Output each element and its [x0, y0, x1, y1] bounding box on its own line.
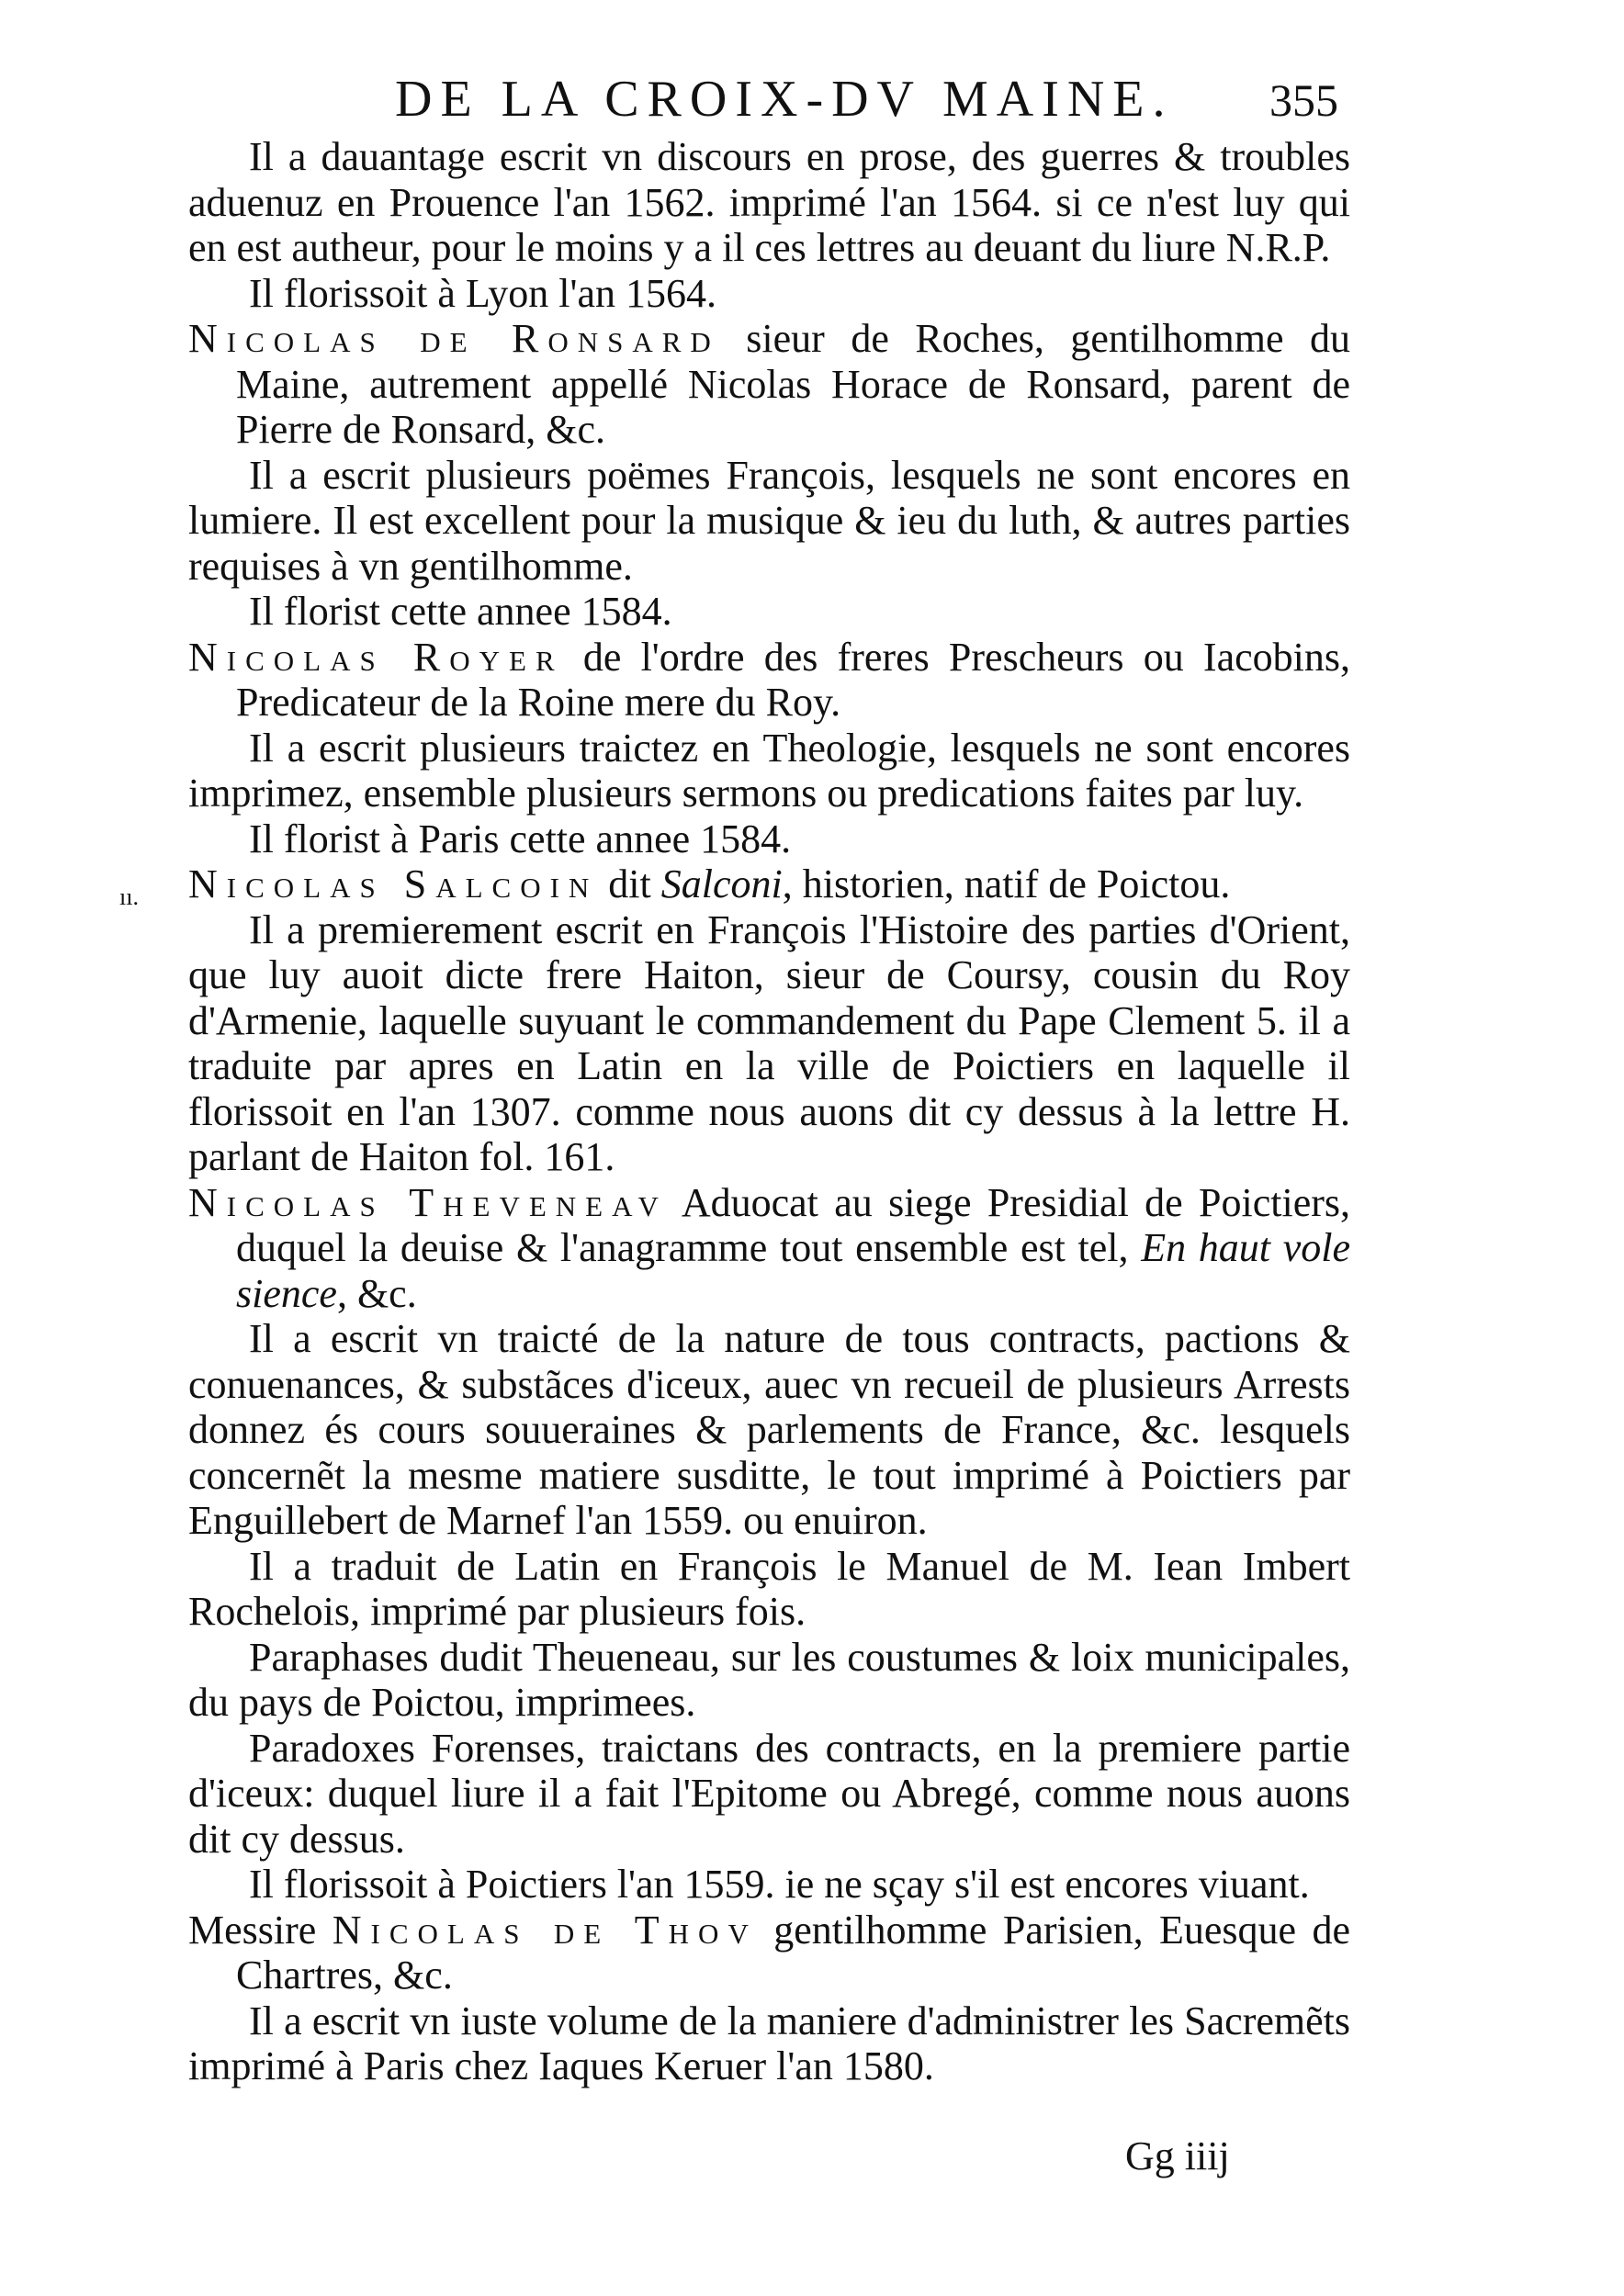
main-text	[188, 134, 1350, 2089]
paragraph: Il a dauantage escrit vn discours en prose, des guerres & troubles aduenuz en Prouence l'an 1562. imprimé l'an 1564. si ce n'est luy qui en est autheur, pour le moins y a il ces lettres au deuant du liure N.R.P.	[188, 134, 1350, 270]
author-name: Nicolas Royer	[188, 634, 564, 680]
entry-heading-ronsard	[188, 316, 1350, 453]
author-name: Nicolas Theveneav	[188, 1179, 668, 1225]
paragraph: Paraphases dudit Theueneau, sur les coustumes & loix municipales, du pays de Poictou, imprimees.	[188, 1634, 1350, 1725]
signature-mark: Gg iiij	[1125, 2133, 1230, 2178]
author-name: Nicolas de Thov	[332, 1907, 758, 1953]
paragraph: Il a escrit vn traicté de la nature de tous contracts, pactions & conuenances, & substãces d'iceux, auec vn recueil de plusieurs Arrests donnez és cours souueraines & parlements de France, &c. lesquels concernẽt la mesme matiere susditte, le tout imprimé à Poictiers par Enguillebert de Marnef l'an 1559. ou enuiron.	[188, 1316, 1350, 1543]
paragraph: Il florist cette annee 1584.	[249, 589, 672, 634]
entry-description: de l'ordre des freres Prescheurs ou Iacobins, Predicateur de la Roine mere du Roy.	[236, 634, 1350, 725]
paragraph: Il a escrit plusieurs poëmes François, lesquels ne sont encores en lumiere. Il est excellent pour la musique & ieu du luth, & autres parties requises à vn gentilhomme.	[188, 452, 1350, 589]
entry-heading-royer	[188, 635, 1350, 726]
paragraph: Il a escrit vn iuste volume de la maniere d'administrer les Sacremẽts imprimé à Paris chez Iaques Keruer l'an 1580.	[188, 1998, 1350, 2088]
entry-description: , &c.	[336, 1270, 417, 1316]
paragraph: Paradoxes Forenses, traictans des contracts, en la premiere partie d'iceux: duquel liure il a fait l'Epitome ou Abregé, comme nous auons dit cy dessus.	[188, 1725, 1350, 1862]
entry-description-italic: En haut vole sience	[236, 1225, 1350, 1316]
author-name: Nicolas de Ronsard	[188, 316, 720, 361]
entry-description: Aduocat au siege Presidial de Poictiers, duquel la deuise & l'anagramme tout ensemble est tel,	[236, 1179, 1350, 1270]
entry-description: gentilhomme Parisien, Euesque de Chartres, &c.	[236, 1907, 1351, 1998]
paragraph: Il a escrit plusieurs traictez en Theologie, lesquels ne sont encores imprimez, ensemble plusieurs sermons ou predications faites par luy.	[188, 725, 1350, 816]
paragraph: Il florist à Paris cette annee 1584.	[249, 816, 792, 861]
entry-description: dit	[598, 861, 661, 906]
paragraph: Il florissoit à Lyon l'an 1564.	[249, 270, 716, 316]
running-head: DE LA CROIX-DV MAINE.	[395, 71, 1174, 128]
entry-heading-theveneau	[188, 1180, 1350, 1317]
margin-annotation: ıı.	[119, 884, 139, 910]
entry-description-italic: Salconi	[660, 861, 783, 906]
paragraph: Il florissoit à Poictiers l'an 1559. ie ne sçay s'il est encores viuant.	[249, 1862, 1310, 1907]
entry-prefix: Messire	[188, 1907, 333, 1953]
author-name: Nicolas Salcoin	[188, 861, 599, 906]
entry-heading-thou	[188, 1908, 1350, 1998]
entry-description: , historien, natif de Poictou.	[782, 861, 1231, 906]
page-number: 355	[1269, 74, 1338, 126]
paragraph: Il a traduit de Latin en François le Manuel de M. Iean Imbert Rochelois, imprimé par plusieurs fois.	[188, 1543, 1350, 1634]
entry-description: sieur de Roches, gentilhomme du Maine, autrement appellé Nicolas Horace de Ronsard, parent de Pierre de Ronsard, &c.	[236, 316, 1350, 452]
paragraph: Il a premierement escrit en François l'Histoire des parties d'Orient, que luy auoit dicte frere Haiton, sieur de Coursy, cousin du Roy d'Armenie, laquelle suyuant le commandement du Pape Clement 5. il a traduite par apres en Latin en la ville de Poictiers en laquelle il florissoit en l'an 1307. comme nous auons dit cy dessus à la lettre H. parlant de Haiton fol. 161.	[188, 906, 1350, 1179]
entry-heading-salcoin	[188, 861, 1350, 907]
